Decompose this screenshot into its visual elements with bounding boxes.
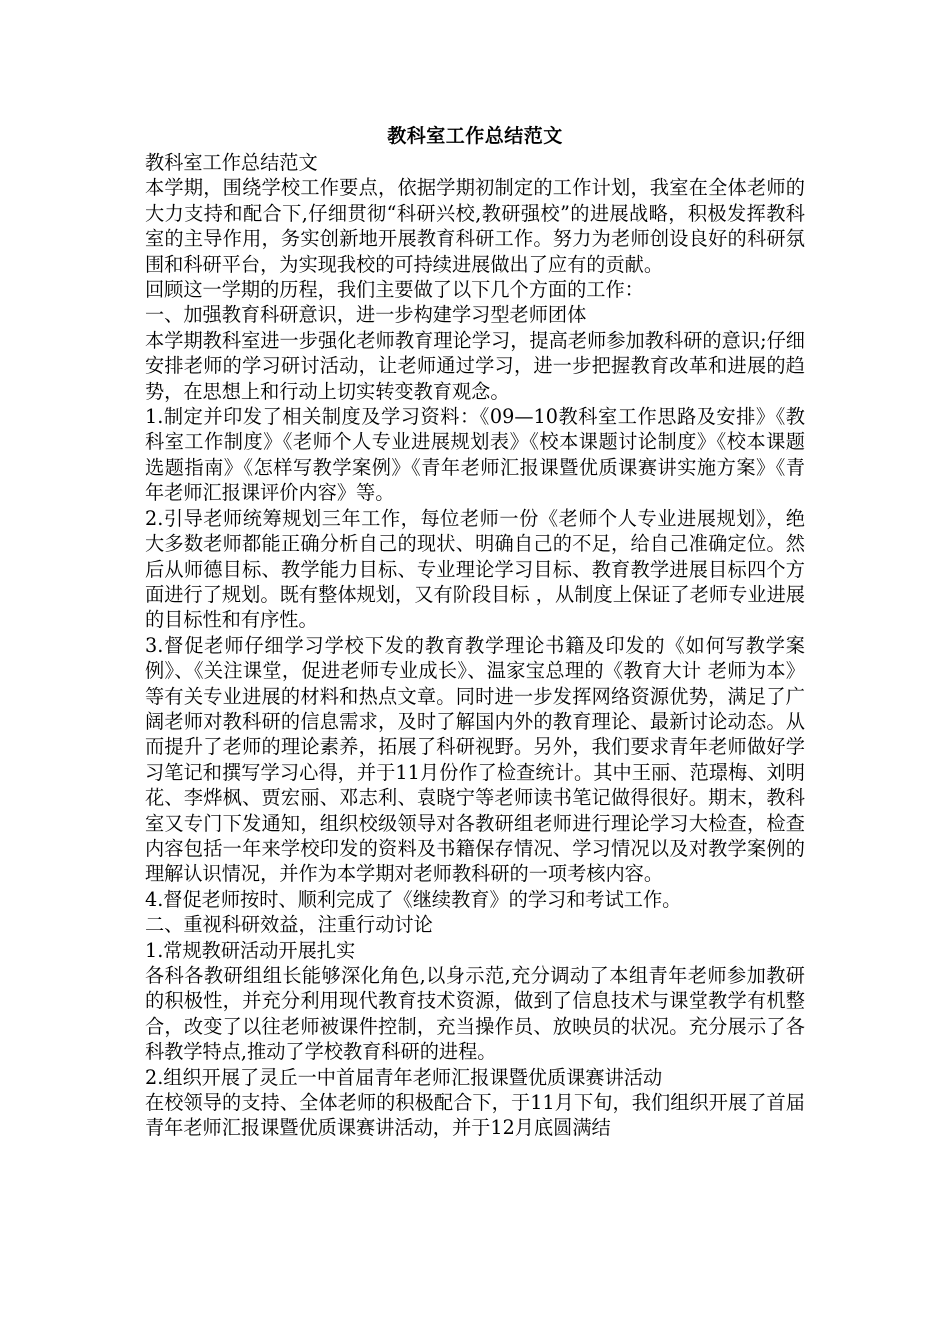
paragraph-section-2-1: 各科各教研组组长能够深化角色,以身示范,充分调动了本组青年老师参加教研的积极性，并充分利用现代教育技术资源，做到了信息技术与课堂教学有机整合，改变了以往老师被课件控制，充当操作员、放映员的状况。充分展示了各科教学特点,推动了学校教育科研的进程。 — [145, 964, 805, 1064]
paragraph-subtitle: 教科室工作总结范文 — [145, 151, 318, 174]
paragraph-review: 回顾这一学期的历程，我们主要做了以下几个方面的工作： — [145, 278, 644, 302]
list-item-2: 2.引导老师统筹规划三年工作，每位老师一份《老师个人专业进展规划》，绝大多数老师都能正确分析自己的现状、明确自己的不足，给自己准确定位。然后从师德目标、教学能力目标、专业理论学习目标、教育教学进展目标四个方面进行了规划。既有整体规划，又有阶段目标 ，从制度上保证了老师专业进展的目标性和有序性。 — [145, 506, 805, 632]
paragraph-section-1: 本学期教科室进一步强化老师教育理论学习，提高老师参加教科研的意识;仔细安排老师的学习研讨活动，让老师通过学习，进一步把握教育改革和进展的趋势，在思想上和行动上切实转变教育观念。 — [145, 328, 805, 403]
paragraph-intro: 本学期，围绕学校工作要点，依据学期初制定的工作计划，我室在全体老师的大力支持和配合下,仔细贯彻“科研兴校,教研强校”的进展战略，积极发挥教科室的主导作用，务实创新地开展教育科研工作。努力为老师创设良好的科研氛围和科研平台，为实现我校的可持续进展做出了应有的贡献。 — [145, 176, 805, 276]
list-item-4: 4.督促老师按时、顺利完成了《继续教育》的学习和考试工作。 — [145, 887, 682, 911]
section-heading-2: 二、重视科研效益，注重行动讨论 — [145, 913, 433, 937]
subheading-2-1: 1.常规教研活动开展扎实 — [145, 938, 356, 962]
section-heading-1: 一、加强教育科研意识，进一步构建学习型老师团体 — [145, 303, 587, 327]
document-body — [145, 122, 805, 1141]
subheading-2-2: 2.组织开展了灵丘一中首届青年老师汇报课暨优质课赛讲活动 — [145, 1065, 663, 1089]
list-item-1: 1.制定并印发了相关制度及学习资料：《09—10教科室工作思路及安排》《教科室工作制度》《老师个人专业进展规划表》《校本课题讨论制度》《校本课题选题指南》《怎样写教学案例》《青年老师汇报课暨优质课赛讲实施方案》《青年老师汇报课评价内容》等。 — [145, 405, 805, 505]
list-item-3: 3.督促老师仔细学习学校下发的教育教学理论书籍及印发的《如何写教学案例》、《关注课堂，促进老师专业成长》、温家宝总理的《教育大计 老师为本》等有关专业进展的材料和热点文章。同时进一步发挥网络资源优势，满足了广阔老师对教科研的信息需求，及时了解国内外的教育理论、最新讨论动态。从而提升了老师的理论素养，拓展了科研视野。另外，我们要求青年老师做好学习笔记和撰写学习心得，并于11月份作了检查统计。其中王丽、范璟梅、刘明花、李烨枫、贾宏丽、邓志利、袁晓宁等老师读书笔记做得很好。期末，教科室又专门下发通知，组织校级领导对各教研组老师进行理论学习大检查，检查内容包括一年来学校印发的资料及书籍保存情况、学习情况以及对教学案例的理解认识情况，并作为本学期对老师教科研的一项考核内容。 — [145, 633, 805, 886]
document-title: 教科室工作总结范文 — [387, 125, 563, 147]
paragraph-section-2-2: 在校领导的支持、全体老师的积极配合下，于11月下旬，我们组织开展了首届青年老师汇报课暨优质课赛讲活动，并于12月底圆满结 — [145, 1091, 805, 1140]
